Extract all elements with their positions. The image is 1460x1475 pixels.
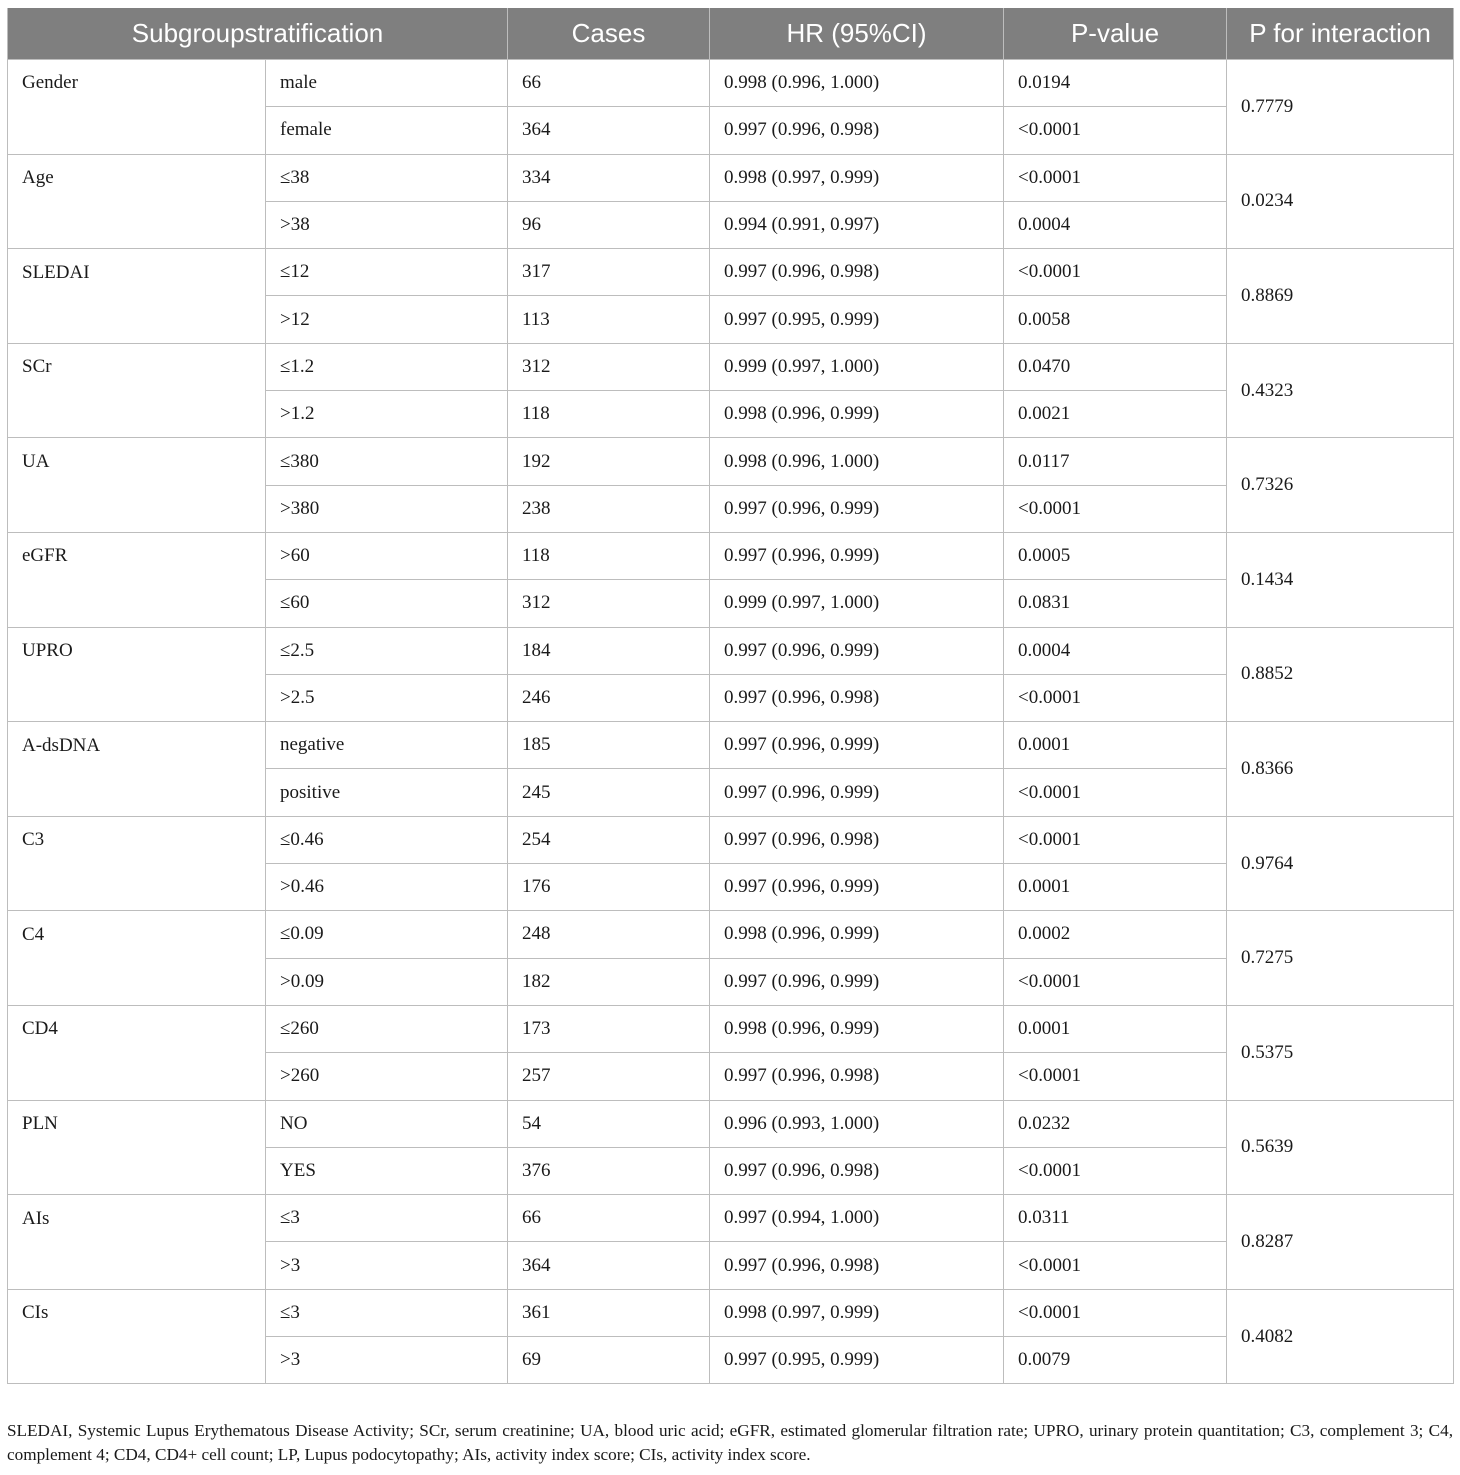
subgroup-level: ≤12 bbox=[266, 249, 508, 296]
group-label: CIs bbox=[8, 1289, 266, 1336]
cases-value: 246 bbox=[508, 674, 710, 721]
cases-value: 248 bbox=[508, 911, 710, 958]
group-label: Age bbox=[8, 154, 266, 201]
group-label-empty bbox=[8, 1337, 266, 1384]
cases-value: 364 bbox=[508, 1242, 710, 1289]
p-interaction-value: 0.0234 bbox=[1227, 154, 1454, 249]
group-label: eGFR bbox=[8, 532, 266, 579]
group-label-empty bbox=[8, 674, 266, 721]
hr-value: 0.999 (0.997, 1.000) bbox=[710, 343, 1004, 390]
subgroup-level: negative bbox=[266, 722, 508, 769]
hr-value: 0.997 (0.996, 0.998) bbox=[710, 1147, 1004, 1194]
cases-value: 245 bbox=[508, 769, 710, 816]
p-value: <0.0001 bbox=[1004, 958, 1227, 1005]
group-label: UPRO bbox=[8, 627, 266, 674]
p-interaction-value: 0.7275 bbox=[1227, 911, 1454, 1006]
p-interaction-value: 0.8366 bbox=[1227, 722, 1454, 817]
group-label: CD4 bbox=[8, 1005, 266, 1052]
table-row bbox=[8, 911, 1454, 958]
p-value: 0.0005 bbox=[1004, 532, 1227, 579]
cases-value: 376 bbox=[508, 1147, 710, 1194]
group-label-empty bbox=[8, 1147, 266, 1194]
subgroup-level: >38 bbox=[266, 201, 508, 248]
cases-value: 54 bbox=[508, 1100, 710, 1147]
p-value: 0.0117 bbox=[1004, 438, 1227, 485]
hr-value: 0.997 (0.995, 0.999) bbox=[710, 296, 1004, 343]
subgroup-level: >12 bbox=[266, 296, 508, 343]
cases-value: 66 bbox=[508, 1195, 710, 1242]
p-interaction-value: 0.9764 bbox=[1227, 816, 1454, 911]
cases-value: 334 bbox=[508, 154, 710, 201]
p-value: 0.0079 bbox=[1004, 1337, 1227, 1384]
hr-value: 0.997 (0.996, 0.999) bbox=[710, 769, 1004, 816]
table-footnote: SLEDAI, Systemic Lupus Erythematous Disease Activity; SCr, serum creatinine; UA, blood uric acid; eGFR, estimated glomerular filtration rate; UPRO, urinary protein quantitation; C3, complement 3; C4, complement 4; CD4, CD4+ cell count; LP, Lupus podocytopathy; AIs, activity index score; CIs, activity index score. bbox=[7, 1421, 1453, 1464]
cases-value: 312 bbox=[508, 580, 710, 627]
p-interaction-value: 0.8869 bbox=[1227, 249, 1454, 344]
hr-value: 0.998 (0.997, 0.999) bbox=[710, 1289, 1004, 1336]
subgroup-level: >3 bbox=[266, 1337, 508, 1384]
p-interaction-value: 0.8287 bbox=[1227, 1195, 1454, 1290]
p-value: <0.0001 bbox=[1004, 107, 1227, 154]
cases-value: 66 bbox=[508, 60, 710, 107]
group-label: SCr bbox=[8, 343, 266, 390]
header-row bbox=[8, 8, 1454, 60]
hr-value: 0.999 (0.997, 1.000) bbox=[710, 580, 1004, 627]
cases-value: 118 bbox=[508, 391, 710, 438]
subgroup-level: ≤260 bbox=[266, 1005, 508, 1052]
subgroup-level: NO bbox=[266, 1100, 508, 1147]
cases-value: 96 bbox=[508, 201, 710, 248]
group-label: A-dsDNA bbox=[8, 722, 266, 769]
subgroup-level: ≤38 bbox=[266, 154, 508, 201]
cases-value: 176 bbox=[508, 864, 710, 911]
hr-value: 0.997 (0.996, 0.999) bbox=[710, 627, 1004, 674]
hr-value: 0.997 (0.996, 0.999) bbox=[710, 722, 1004, 769]
cases-value: 257 bbox=[508, 1053, 710, 1100]
group-label-empty bbox=[8, 864, 266, 911]
subgroup-level: ≤3 bbox=[266, 1195, 508, 1242]
hr-value: 0.997 (0.996, 0.999) bbox=[710, 532, 1004, 579]
hr-value: 0.997 (0.996, 0.998) bbox=[710, 249, 1004, 296]
table-row bbox=[8, 1005, 1454, 1052]
group-label-empty bbox=[8, 485, 266, 532]
p-value: <0.0001 bbox=[1004, 485, 1227, 532]
subgroup-level: >260 bbox=[266, 1053, 508, 1100]
group-label: C4 bbox=[8, 911, 266, 958]
hr-value: 0.997 (0.996, 0.998) bbox=[710, 1053, 1004, 1100]
subgroup-level: ≤3 bbox=[266, 1289, 508, 1336]
table-row bbox=[8, 438, 1454, 485]
subgroup-level: YES bbox=[266, 1147, 508, 1194]
table-row bbox=[8, 722, 1454, 769]
table-body bbox=[8, 60, 1454, 1384]
group-label-empty bbox=[8, 201, 266, 248]
p-interaction-value: 0.4323 bbox=[1227, 343, 1454, 438]
hr-value: 0.998 (0.996, 1.000) bbox=[710, 60, 1004, 107]
p-value: 0.0311 bbox=[1004, 1195, 1227, 1242]
cases-value: 238 bbox=[508, 485, 710, 532]
p-value: <0.0001 bbox=[1004, 769, 1227, 816]
p-value: 0.0001 bbox=[1004, 864, 1227, 911]
table-row bbox=[8, 532, 1454, 579]
group-label-empty bbox=[8, 107, 266, 154]
group-label-empty bbox=[8, 958, 266, 1005]
table-row bbox=[8, 154, 1454, 201]
p-value: 0.0004 bbox=[1004, 201, 1227, 248]
cases-value: 312 bbox=[508, 343, 710, 390]
subgroup-level: positive bbox=[266, 769, 508, 816]
hr-value: 0.997 (0.996, 0.999) bbox=[710, 958, 1004, 1005]
group-label: Gender bbox=[8, 60, 266, 107]
p-value: <0.0001 bbox=[1004, 1242, 1227, 1289]
p-value: 0.0001 bbox=[1004, 722, 1227, 769]
table-row bbox=[8, 1100, 1454, 1147]
hr-value: 0.994 (0.991, 0.997) bbox=[710, 201, 1004, 248]
subgroup-level: >3 bbox=[266, 1242, 508, 1289]
p-interaction-value: 0.7326 bbox=[1227, 438, 1454, 533]
p-value: 0.0831 bbox=[1004, 580, 1227, 627]
subgroup-level: >0.09 bbox=[266, 958, 508, 1005]
header-subgroup: Subgroupstratification bbox=[8, 8, 508, 60]
subgroup-level: >0.46 bbox=[266, 864, 508, 911]
cases-value: 118 bbox=[508, 532, 710, 579]
p-value: 0.0002 bbox=[1004, 911, 1227, 958]
table-row bbox=[8, 816, 1454, 863]
subgroup-level: female bbox=[266, 107, 508, 154]
cases-value: 173 bbox=[508, 1005, 710, 1052]
cases-value: 184 bbox=[508, 627, 710, 674]
hr-value: 0.997 (0.996, 0.998) bbox=[710, 1242, 1004, 1289]
hr-value: 0.998 (0.996, 0.999) bbox=[710, 1005, 1004, 1052]
subgroup-level: ≤2.5 bbox=[266, 627, 508, 674]
hr-value: 0.997 (0.996, 0.999) bbox=[710, 864, 1004, 911]
group-label-empty bbox=[8, 580, 266, 627]
p-interaction-value: 0.7779 bbox=[1227, 60, 1454, 155]
subgroup-level: ≤0.46 bbox=[266, 816, 508, 863]
p-value: <0.0001 bbox=[1004, 1053, 1227, 1100]
subgroup-level: ≤1.2 bbox=[266, 343, 508, 390]
hr-value: 0.998 (0.996, 0.999) bbox=[710, 391, 1004, 438]
subgroup-level: >1.2 bbox=[266, 391, 508, 438]
hr-value: 0.997 (0.996, 0.998) bbox=[710, 107, 1004, 154]
p-interaction-value: 0.1434 bbox=[1227, 532, 1454, 627]
group-label-empty bbox=[8, 1053, 266, 1100]
header-hr: HR (95%CI) bbox=[710, 8, 1004, 60]
cases-value: 361 bbox=[508, 1289, 710, 1336]
hr-value: 0.998 (0.997, 0.999) bbox=[710, 154, 1004, 201]
hr-value: 0.998 (0.996, 1.000) bbox=[710, 438, 1004, 485]
subgroup-level: >60 bbox=[266, 532, 508, 579]
cases-value: 113 bbox=[508, 296, 710, 343]
group-label: C3 bbox=[8, 816, 266, 863]
p-value: 0.0021 bbox=[1004, 391, 1227, 438]
subgroup-level: >2.5 bbox=[266, 674, 508, 721]
cases-value: 364 bbox=[508, 107, 710, 154]
group-label-empty bbox=[8, 1242, 266, 1289]
cases-value: 254 bbox=[508, 816, 710, 863]
p-value: 0.0001 bbox=[1004, 1005, 1227, 1052]
subgroup-level: ≤380 bbox=[266, 438, 508, 485]
table-row bbox=[8, 60, 1454, 107]
p-value: <0.0001 bbox=[1004, 1289, 1227, 1336]
hr-value: 0.996 (0.993, 1.000) bbox=[710, 1100, 1004, 1147]
group-label: AIs bbox=[8, 1195, 266, 1242]
header-p-interaction: P for interaction bbox=[1227, 8, 1454, 60]
hr-value: 0.997 (0.996, 0.998) bbox=[710, 816, 1004, 863]
p-value: 0.0232 bbox=[1004, 1100, 1227, 1147]
table-row bbox=[8, 1195, 1454, 1242]
cases-value: 317 bbox=[508, 249, 710, 296]
cases-value: 185 bbox=[508, 722, 710, 769]
group-label: SLEDAI bbox=[8, 249, 266, 296]
p-value: 0.0004 bbox=[1004, 627, 1227, 674]
p-value: <0.0001 bbox=[1004, 1147, 1227, 1194]
hr-value: 0.997 (0.996, 0.998) bbox=[710, 674, 1004, 721]
p-interaction-value: 0.5639 bbox=[1227, 1100, 1454, 1195]
hr-value: 0.997 (0.995, 0.999) bbox=[710, 1337, 1004, 1384]
cases-value: 182 bbox=[508, 958, 710, 1005]
p-value: <0.0001 bbox=[1004, 816, 1227, 863]
group-label: PLN bbox=[8, 1100, 266, 1147]
p-interaction-value: 0.8852 bbox=[1227, 627, 1454, 722]
subgroup-level: ≤0.09 bbox=[266, 911, 508, 958]
hr-value: 0.997 (0.994, 1.000) bbox=[710, 1195, 1004, 1242]
table-row bbox=[8, 249, 1454, 296]
p-value: 0.0470 bbox=[1004, 343, 1227, 390]
hr-value: 0.998 (0.996, 0.999) bbox=[710, 911, 1004, 958]
p-value: <0.0001 bbox=[1004, 154, 1227, 201]
cases-value: 69 bbox=[508, 1337, 710, 1384]
cases-value: 192 bbox=[508, 438, 710, 485]
p-value: 0.0194 bbox=[1004, 60, 1227, 107]
group-label-empty bbox=[8, 296, 266, 343]
table-row bbox=[8, 1289, 1454, 1336]
table-row bbox=[8, 627, 1454, 674]
p-value: <0.0001 bbox=[1004, 249, 1227, 296]
table-row bbox=[8, 343, 1454, 390]
header-cases: Cases bbox=[508, 8, 710, 60]
subgroup-analysis-table bbox=[7, 8, 1454, 1384]
hr-value: 0.997 (0.996, 0.999) bbox=[710, 485, 1004, 532]
p-interaction-value: 0.5375 bbox=[1227, 1005, 1454, 1100]
subgroup-level: ≤60 bbox=[266, 580, 508, 627]
p-value: <0.0001 bbox=[1004, 674, 1227, 721]
subgroup-level: >380 bbox=[266, 485, 508, 532]
header-pvalue: P-value bbox=[1004, 8, 1227, 60]
p-value: 0.0058 bbox=[1004, 296, 1227, 343]
group-label-empty bbox=[8, 769, 266, 816]
subgroup-level: male bbox=[266, 60, 508, 107]
p-interaction-value: 0.4082 bbox=[1227, 1289, 1454, 1384]
group-label: UA bbox=[8, 438, 266, 485]
group-label-empty bbox=[8, 391, 266, 438]
